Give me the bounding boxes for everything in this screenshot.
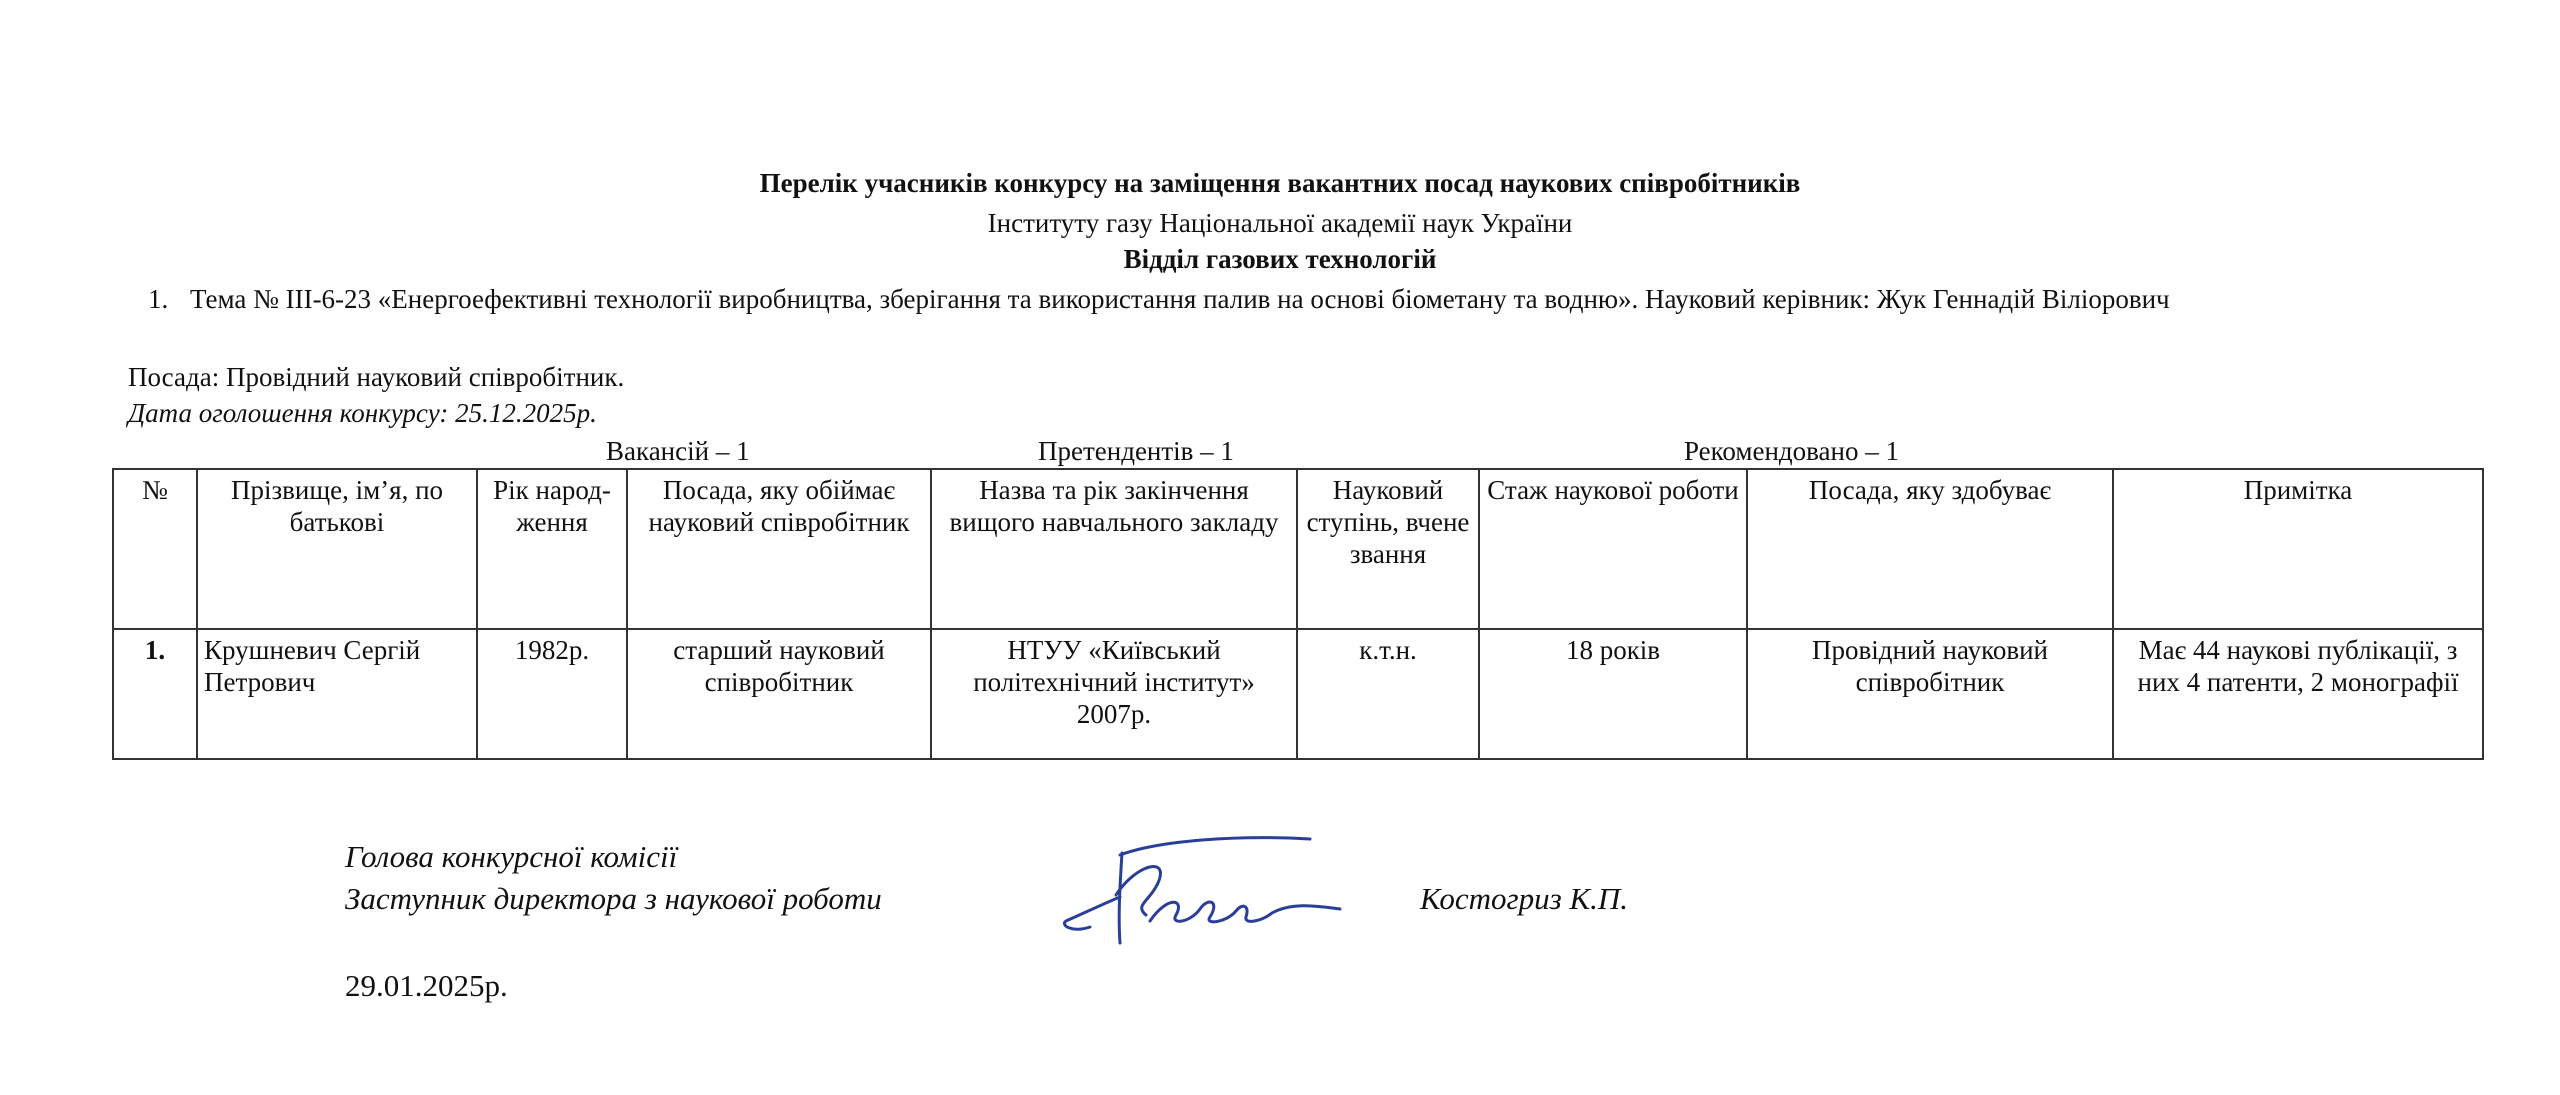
header-cell-education: Назва та рік закінчення вищого навчального закладу — [931, 469, 1297, 629]
header-cell-current-position: Посада, яку обіймає науковий співробітник — [627, 469, 931, 629]
cell-birth-year: 1982р. — [477, 629, 627, 759]
announcement-date: Дата оголошення конкурсу: 25.12.2025р. — [128, 398, 597, 428]
topic-item — [148, 282, 2470, 316]
header-cell-degree: Науковий ступінь, вчене звання — [1297, 469, 1479, 629]
cell-target-position: Провідний науковий співробітник — [1747, 629, 2113, 759]
position-line: Посада: Провідний науковий співробітник. — [128, 362, 625, 392]
signature-role-chair: Голова конкурсної комісії — [345, 839, 678, 874]
header-cell-name: Прізвище, ім’я, по батькові — [197, 469, 477, 629]
signatory-name: Костогриз К.П. — [1420, 881, 1628, 916]
cell-education: НТУУ «Київський політехнічний інститут» 2007р. — [931, 629, 1297, 759]
header-cell-number: № — [113, 469, 197, 629]
cell-current-position: старший науковий співробітник — [627, 629, 931, 759]
recommended-count: Рекомендовано – 1 — [1684, 436, 1899, 466]
table-header-row — [113, 469, 2483, 629]
document-title: Перелік учасників конкурсу на заміщення вакантних посад наукових співробітників — [759, 168, 1801, 198]
cell-degree: к.т.н. — [1297, 629, 1479, 759]
vacancies-count: Вакансій – 1 — [606, 436, 750, 466]
institute-name: Інституту газу Національної академії наук України — [987, 208, 1573, 238]
applicants-count: Претендентів – 1 — [1038, 436, 1234, 466]
cell-note: Має 44 наукові публікації, з них 4 патенти, 2 монографії — [2113, 629, 2483, 759]
cell-experience: 18 років — [1479, 629, 1747, 759]
signature-date: 29.01.2025р. — [345, 968, 508, 1003]
header-cell-note: Примітка — [2113, 469, 2483, 629]
header-cell-experience: Стаж наукової роботи — [1479, 469, 1747, 629]
signature-roles — [345, 836, 882, 920]
participants-table — [112, 468, 2484, 760]
handwritten-signature — [1050, 825, 1350, 955]
header-cell-target-position: Посада, яку здобуває — [1747, 469, 2113, 629]
cell-name: Крушневич Сергій Петрович — [197, 629, 477, 759]
signature-role-deputy: Заступник директора з наукової роботи — [345, 881, 882, 916]
header-cell-birth-year: Рік народ-ження — [477, 469, 627, 629]
cell-number: 1. — [113, 629, 197, 759]
table-row — [113, 629, 2483, 759]
topic-number: 1. — [148, 284, 169, 314]
topic-text: Тема № ІІІ-6-23 «Енергоефективні технології виробництва, зберігання та використання палив на основі біометану та водню». Науковий керівник: Жук Геннадій Віліорович — [190, 284, 2170, 314]
department-name: Відділ газових технологій — [1123, 244, 1437, 274]
